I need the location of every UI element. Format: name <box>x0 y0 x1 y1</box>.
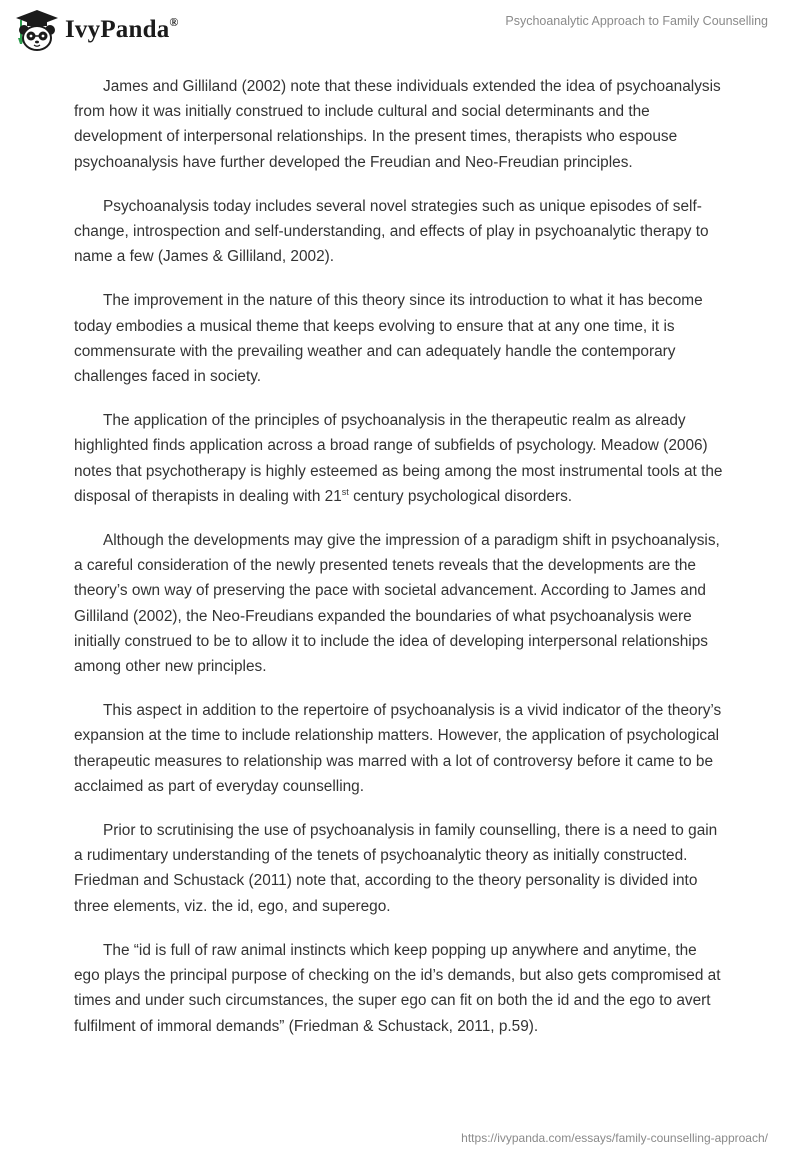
paragraph: The improvement in the nature of this theory since its introduction to what it has become today embodies a musical theme that keeps evolving to ensure that at any one time, it is commensurate with the prevailing weather and can adequately handle the contemporary challenges faced in society. <box>74 292 703 386</box>
paragraph: Prior to scrutinising the use of psychoanalysis in family counselling, there is a need to gain a rudimentary understanding of the tenets of psychoanalytic theory as initially constructed. Friedman and Schustack (2011) note that, according to the theory personality is divided into three elements, viz. the id, ego, and superego. <box>74 822 718 915</box>
paragraph: The application of the principles of psychoanalysis in the therapeutic realm as already highlighted finds application across a broad range of subfields of psychology. Meadow (2006) notes that psychotherapy is highly esteemed as being among the most instrumental tools at the disposal of therapists in dealing with 21st century psychological disorders. <box>74 412 723 505</box>
paragraph: James and Gilliland (2002) note that these individuals extended the idea of psychoanalysis from how it was initially construed to include cultural and social determinants and the development of interpersonal relationships. In the present times, therapists who espouse psychoanalysis have further developed the Freudian and Neo-Freudian principles. <box>74 78 721 171</box>
brand-name: IvyPanda® <box>65 14 179 43</box>
panda-graduate-icon <box>14 8 60 52</box>
paragraph: Psychoanalysis today includes several novel strategies such as unique episodes of self-change, introspection and self-understanding, and effects of play in psychoanalytic therapy to name a few (James & Gilliland, 2002). <box>74 197 709 266</box>
source-url[interactable]: https://ivypanda.com/essays/family-counselling-approach/ <box>461 1131 768 1145</box>
paragraph: This aspect in addition to the repertoire of psychoanalysis is a vivid indicator of the theory’s expansion at the time to include relationship matters. However, the application of psychological therapeutic measures to relationship was marred with a lot of controversy before it came to be acclaimed as part of everyday counselling. <box>74 702 722 795</box>
document-title: Psychoanalytic Approach to Family Counselling <box>505 14 768 28</box>
paragraph: Although the developments may give the impression of a paradigm shift in psychoanalysis, a careful consideration of the newly presented tenets reveals that the developments are the theory’s own way of preserving the pace with societal advancement. According to James and Gilliland (2002), the Neo-Freudians expanded the boundaries of what psychoanalysis were initially construed to be to allow it to include the idea of developing interpersonal relationships among other new principles. <box>74 532 720 676</box>
ivypanda-logo[interactable] <box>14 8 179 52</box>
essay-body <box>74 74 724 1058</box>
paragraph: The “id is full of raw animal instincts which keep popping up anywhere and anytime, the ego plays the principal purpose of checking on the id’s demands, but also gets compromised at times and under such circumstances, the super ego can fit on both the id and the ego to avert fulfilment of immoral demands” (Friedman & Schustack, 2011, p.59). <box>74 941 721 1035</box>
ordinal-superscript: st <box>341 486 349 497</box>
